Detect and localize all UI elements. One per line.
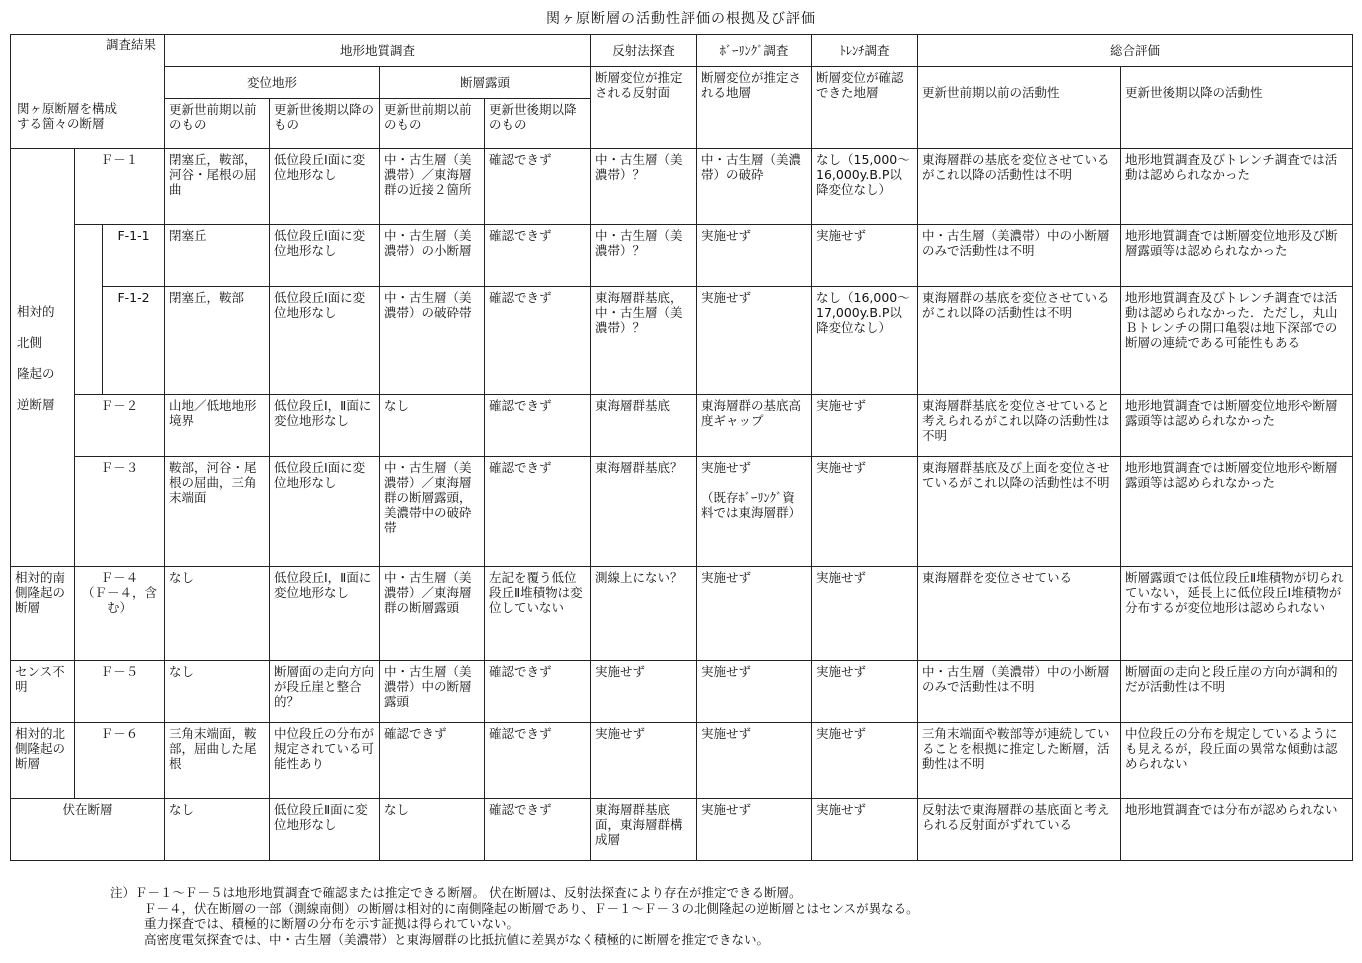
cell: 反射法で東海層群の基底面と考えられる反射面がずれている: [918, 799, 1121, 861]
cell: 実施せず: [812, 225, 918, 287]
evaluation-table: [10, 34, 1353, 861]
cell: 中・古生層（美濃帯）？: [591, 149, 697, 225]
header-roto: 断層露頭: [380, 67, 591, 99]
header-heni: 変位地形: [165, 67, 380, 99]
cell: 実施せず: [812, 457, 918, 567]
category-north2: 相対的北側隆起の断層: [11, 723, 75, 799]
cell: 中・古生層（美濃帯）？: [591, 225, 697, 287]
footnote: Ｆ－４，伏在断層の一部（測線南側）の断層は相対的に南側隆起の断層であり、Ｆ－１～Ｆ－３の北側隆起の逆断層とはセンスが異なる。: [144, 900, 919, 916]
cell: なし: [165, 661, 270, 723]
cell: 実施せず: [812, 395, 918, 457]
cell: 実施せず: [697, 661, 812, 723]
fault-name: F-1-2: [103, 287, 165, 395]
fault-name: Ｆ－２: [75, 395, 165, 457]
cell: 実施せず: [697, 225, 812, 287]
cell: 地形地質調査では断層変位地形及び断層露頭等は認められなかった: [1121, 225, 1353, 287]
fault-name: F-1-1: [103, 225, 165, 287]
fault-name: Ｆ－４ （Ｆ－４，含む）: [75, 567, 165, 661]
cell: 閉塞丘: [165, 225, 270, 287]
cell: 中・古生層（美濃帯）の破砕帯: [380, 287, 485, 395]
cell: 三角末端面，鞍部，屈曲した尾根: [165, 723, 270, 799]
cell: 中・古生層（美濃帯）の破砕: [697, 149, 812, 225]
table-row: [11, 149, 1353, 225]
cell: 低位段丘Ⅰ，Ⅱ面に変位地形なし: [270, 567, 380, 661]
cell: 実施せず: [812, 567, 918, 661]
cell: 確認できず: [485, 457, 591, 567]
footnote: 重力探査では、積極的に断層の分布を示す証拠は得られていない。: [144, 916, 520, 931]
cell: 実施せず: [812, 661, 918, 723]
cell: 三角末端面や鞍部等が連続していることを根拠に推定した断層，活動性は不明: [918, 723, 1121, 799]
table-row: [11, 567, 1353, 661]
category-north-thrust: 相対的 北側 隆起の 逆断層: [11, 149, 75, 567]
footnotes: [110, 885, 919, 947]
cell: 東海層群基底？: [591, 457, 697, 567]
page-title: 関ヶ原断層の活動性評価の根拠及び評価: [546, 11, 816, 27]
cell: 地形地質調査及びトレンチ調査では活動は認められなかった．ただし，丸山Ｂトレンチの開口亀裂は地下深部での断層の連続である可能性もある: [1121, 287, 1353, 395]
cell: 確認できず: [485, 723, 591, 799]
cell: 東海層群基底，中・古生層（美濃帯）？: [591, 287, 697, 395]
cell: 地形地質調査では断層変位地形や断層露頭等は認められなかった: [1121, 395, 1353, 457]
cell: 断層面の走向方向が段丘崖と整合的？: [270, 661, 380, 723]
cell: なし（15,000～ 16,000y.B.P以降変位なし）: [812, 149, 918, 225]
cell: 実施せず: [591, 661, 697, 723]
header-heni-zen: 更新世前期以前のもの: [165, 99, 270, 149]
cell: 実施せず: [812, 799, 918, 861]
cell: 実施せず: [812, 723, 918, 799]
cell: 実施せず: [697, 723, 812, 799]
cell: 中・古生層（美濃帯）中の小断層のみで活動性は不明: [918, 661, 1121, 723]
category-south: 相対的南側隆起の断層: [11, 567, 75, 661]
header-trench-col: 断層変位が確認できた地層: [812, 67, 918, 149]
cell: 左記を覆う低位段丘Ⅱ堆積物は変位していない: [485, 567, 591, 661]
cell: 低位段丘Ⅰ，Ⅱ面に変位地形なし: [270, 395, 380, 457]
cell: 確認できず: [485, 395, 591, 457]
cell: 確認できず: [485, 799, 591, 861]
cell: 閉塞丘，鞍部，河谷・尾根の屈曲: [165, 149, 270, 225]
fault-name: Ｆ－５: [75, 661, 165, 723]
table-row: [11, 723, 1353, 799]
cell: 地形地質調査及びトレンチ調査では活動は認められなかった: [1121, 149, 1353, 225]
header-act-go: 更新世後期以降の活動性: [1121, 67, 1353, 149]
cell: なし（16,000～ 17,000y.B.P以降変位なし）: [812, 287, 918, 395]
cell: 中位段丘の分布が規定されている可能性あり: [270, 723, 380, 799]
header-corner-top: 調査結果: [105, 37, 156, 52]
header-roto-go: 更新世後期以降のもの: [485, 99, 591, 149]
cell: 中・古生層（美濃帯）中の断層露頭: [380, 661, 485, 723]
header-roto-zen: 更新世前期以前のもの: [380, 99, 485, 149]
header-boring: ﾎﾞｰﾘﾝｸﾞ調査: [697, 35, 812, 67]
cell: なし: [165, 567, 270, 661]
cell: 中・古生層（美濃帯）／東海層群の断層露頭，美濃帯中の破砕帯: [380, 457, 485, 567]
cell: 低位段丘Ⅰ面に変位地形なし: [270, 287, 380, 395]
header-sougou: 総合評価: [918, 35, 1353, 67]
cell: 東海層群基底面，東海層群構成層: [591, 799, 697, 861]
cell: 閉塞丘，鞍部: [165, 287, 270, 395]
fault-name: Ｆ－１: [75, 149, 165, 225]
cell: 実施せず （既存ﾎﾞｰﾘﾝｸﾞ資料では東海層群）: [697, 457, 812, 567]
cell: 低位段丘Ⅱ面に変位地形なし: [270, 799, 380, 861]
footnote: 注）Ｆ－１～Ｆ－５は地形地質調査で確認または推定できる断層。 伏在断層は、反射法探査により存在が推定できる断層。: [110, 885, 802, 900]
cell: 実施せず: [697, 567, 812, 661]
cell: 東海層群の基底を変位させているがこれ以降の活動性は不明: [918, 149, 1121, 225]
cell: なし: [165, 799, 270, 861]
cell: 確認できず: [485, 225, 591, 287]
header-corner: [11, 35, 165, 149]
header-heni-go: 更新世後期以降のもの: [270, 99, 380, 149]
cell: 低位段丘Ⅰ面に変位地形なし: [270, 149, 380, 225]
cell: 東海層群基底及び上面を変位させているがこれ以降の活動性は不明: [918, 457, 1121, 567]
header-chikei: 地形地質調査: [165, 35, 591, 67]
table-row: [11, 799, 1353, 861]
table-row: [11, 457, 1353, 567]
branch-spacer: [75, 225, 103, 395]
cell: 低位段丘Ⅰ面に変位地形なし: [270, 457, 380, 567]
header-act-zen: 更新世前期以前の活動性: [918, 67, 1121, 149]
cell: 断層面の走向と段丘崖の方向が調和的だが活動性は不明: [1121, 661, 1353, 723]
table-row: [11, 287, 1353, 395]
header-hansha-col: 断層変位が推定される反射面: [591, 67, 697, 149]
header-boring-col: 断層変位が推定される地層: [697, 67, 812, 149]
cell: 東海層群を変位させている: [918, 567, 1121, 661]
cell: 実施せず: [591, 723, 697, 799]
cell: 中・古生層（美濃帯）／東海層群の断層露頭: [380, 567, 485, 661]
header-hansha: 反射法探査: [591, 35, 697, 67]
cell: 測線上にない？: [591, 567, 697, 661]
cell: 断層露頭では低位段丘Ⅱ堆積物が切られていない，延長上に低位段丘Ⅰ堆積物が分布するが変位地形は認められない: [1121, 567, 1353, 661]
cell: なし: [380, 799, 485, 861]
cell: 東海層群の基底高度ギャップ: [697, 395, 812, 457]
cell: 地形地質調査では断層変位地形や断層露頭等は認められなかった: [1121, 457, 1353, 567]
cell: 東海層群の基底を変位させているがこれ以降の活動性は不明: [918, 287, 1121, 395]
cell: 山地／低地地形境界: [165, 395, 270, 457]
category-buried: 伏在断層: [11, 799, 165, 861]
cell: 中・古生層（美濃帯）中の小断層のみで活動性は不明: [918, 225, 1121, 287]
cell: なし: [380, 395, 485, 457]
fault-name: Ｆ－３: [75, 457, 165, 567]
table-row: [11, 225, 1353, 287]
cell: 中位段丘の分布を規定しているようにも見えるが，段丘面の異常な傾動は認められない: [1121, 723, 1353, 799]
cell: 東海層群基底: [591, 395, 697, 457]
cell: 地形地質調査では分布が認められない: [1121, 799, 1353, 861]
category-sense: センス不明: [11, 661, 75, 723]
cell: 確認できず: [380, 723, 485, 799]
table-row: [11, 661, 1353, 723]
footnote: 高密度電気探査では、中・古生層（美濃帯）と東海層群の比抵抗値に差異がなく積極的に断層を推定できない。: [144, 931, 770, 947]
cell: 低位段丘Ⅰ面に変位地形なし: [270, 225, 380, 287]
cell: 中・古生層（美濃帯）の小断層: [380, 225, 485, 287]
table-row: [11, 395, 1353, 457]
cell: 実施せず: [697, 287, 812, 395]
cell: 中・古生層（美濃帯）／東海層群の近接２箇所: [380, 149, 485, 225]
cell: 確認できず: [485, 287, 591, 395]
cell: 東海層群基底を変位させていると考えられるがこれ以降の活動性は不明: [918, 395, 1121, 457]
header-trench: ﾄﾚﾝﾁ調査: [812, 35, 918, 67]
cell: 確認できず: [485, 661, 591, 723]
cell: 確認できず: [485, 149, 591, 225]
cell: 鞍部，河谷・尾根の屈曲，三角末端面: [165, 457, 270, 567]
header-corner-bottom: 関ヶ原断層を構成 する箇々の断層: [17, 101, 118, 131]
cell: 実施せず: [697, 799, 812, 861]
fault-name: Ｆ－６: [75, 723, 165, 799]
